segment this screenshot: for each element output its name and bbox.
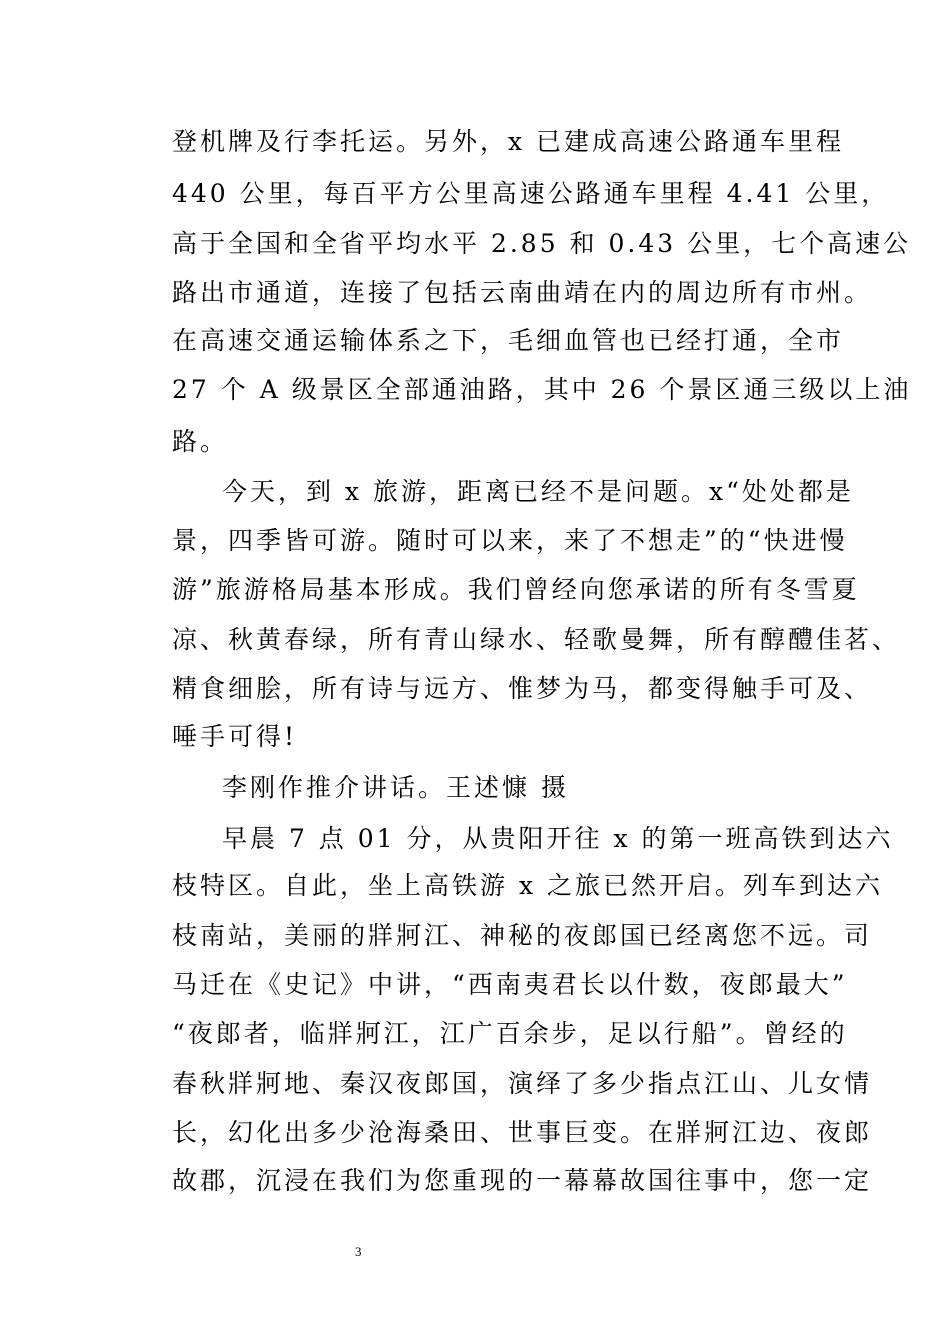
paragraph-line: “夜郎者，临牂牁江，江广百余步，足以行船”。曾经的	[172, 1019, 848, 1048]
paragraph-line: 今天，到 x 旅游，距离已经不是问题。x“处处都是	[222, 477, 854, 506]
paragraph-line: 高于全国和全省平均水平 2.85 和 0.43 公里，七个高速公	[172, 229, 912, 258]
paragraph-line: 440 公里，每百平方公里高速公路通车里程 4.41 公里，	[172, 179, 890, 208]
paragraph-line: 在高速交通运输体系之下，毛细血管也已经打通，全市	[172, 326, 845, 355]
photo-caption: 李刚作推介讲话。王述慷 摄	[222, 773, 569, 802]
paragraph-line: 长，幻化出多少沧海桑田、世事巨变。在牂牁江边、夜郎	[172, 1118, 873, 1147]
paragraph-line: 路出市通道，连接了包括云南曲靖在内的周边所有市州。	[172, 278, 873, 307]
paragraph-line: 马迁在《史记》中讲，“西南夷君长以什数，夜郎最大”	[172, 970, 848, 999]
paragraph-line: 路。	[172, 427, 229, 456]
paragraph-line: 景，四季皆可游。随时可以来，来了不想走”的“快进慢	[172, 526, 848, 555]
paragraph-line: 早晨 7 点 01 分，从贵阳开往 x 的第一班高铁到达六	[222, 824, 894, 853]
paragraph-line: 精食细脍，所有诗与远方、惟梦为马，都变得触手可及、	[172, 674, 873, 703]
paragraph-line: 故郡，沉浸在我们为您重现的一幕幕故国往事中，您一定	[172, 1166, 873, 1195]
paragraph-line: 凉、秋黄春绿，所有青山绿水、轻歌曼舞，所有醇醴佳茗、	[172, 625, 901, 654]
paragraph-line: 枝特区。自此，坐上高铁游 x 之旅已然开启。列车到达六	[172, 871, 883, 900]
paragraph-line: 游”旅游格局基本形成。我们曾经向您承诺的所有冬雪夏	[172, 575, 860, 604]
page-number: 3	[355, 1244, 362, 1259]
paragraph-line: 唾手可得!	[172, 722, 298, 751]
paragraph-line: 登机牌及行李托运。另外，x 已建成高速公路通车里程	[172, 127, 845, 156]
paragraph-line: 枝南站，美丽的牂牁江、神秘的夜郎国已经离您不远。司	[172, 921, 873, 950]
paragraph-line: 春秋牂牁地、秦汉夜郎国，演绎了多少指点江山、儿女情	[172, 1069, 873, 1098]
paragraph-line: 27 个 A 级景区全部通油路，其中 26 个景区通三级以上油	[172, 375, 912, 404]
